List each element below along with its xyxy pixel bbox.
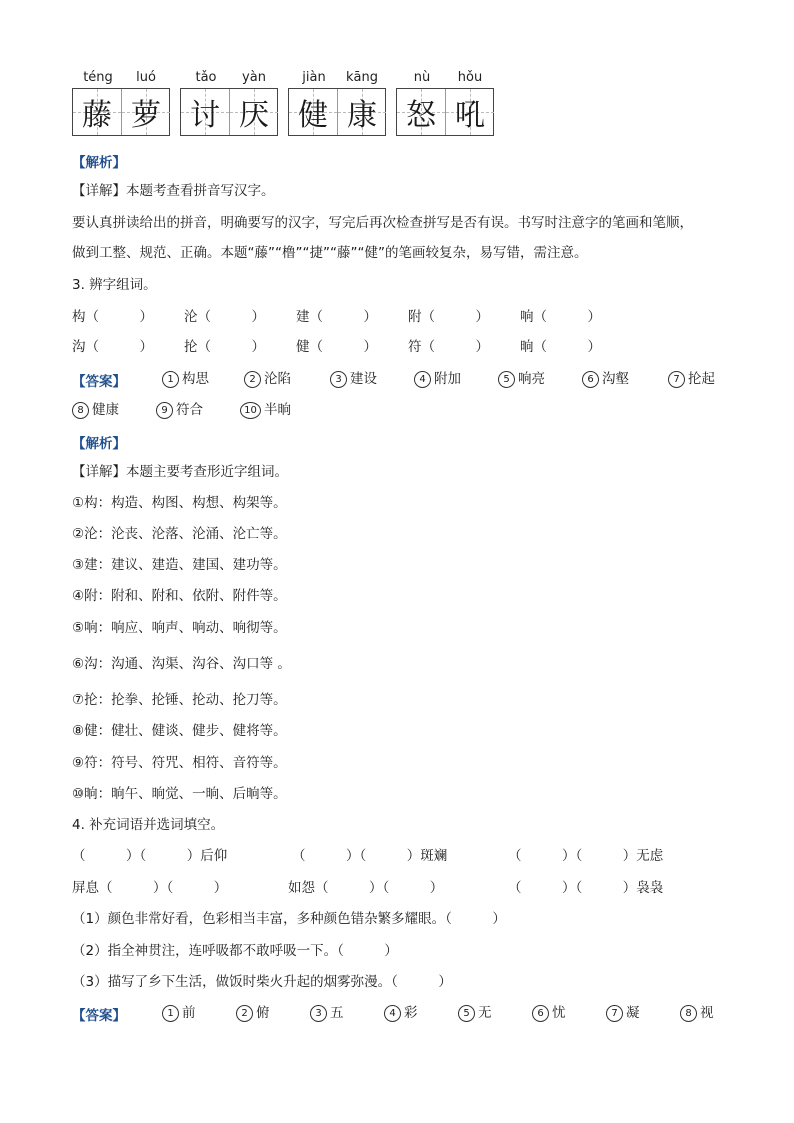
answer-item: 8 视 [680,1004,714,1022]
fill-blank: 构（ ） [72,309,153,325]
fill-blank: 沟（ ） [72,339,153,355]
detail-line: 【详解】本题主要考查形近字组词。 [72,464,288,480]
answer-item: 4 彩 [384,1004,418,1022]
hanzi-cell: 康 [337,89,386,135]
answer-item: 10 半晌 [240,401,291,419]
fill-blank: 符（ ） [408,339,489,355]
sentence-item: （2）指全神贯注，连呼吸都不敢呼吸一下。（ ） [72,943,398,959]
sentence-item: （3）描写了乡下生活，做饭时柴火升起的烟雾弥漫。（ ） [72,974,452,990]
hanzi-cell: 怒 [397,89,445,135]
pinyin-label: téng [83,70,113,85]
pinyin-label: tǎo [195,70,217,85]
hanzi-cell: 健 [289,89,337,135]
pinyin-label: luó [136,70,156,85]
question-title: 4. 补充词语并选词填空。 [72,817,225,833]
question-title: 3. 辨字组词。 [72,277,157,293]
pinyin-label: nù [413,70,431,85]
fill-blank: 沦（ ） [184,309,265,325]
tianzi-box [396,88,494,136]
answer-item: 2 俯 [236,1004,270,1022]
explanation-line: ⑨符：符号、符咒、相符、音符等。 [72,755,287,771]
explanation-line: ⑤响：响应、响声、响动、响彻等。 [72,620,287,636]
answer-item: 9 符合 [156,401,203,419]
analysis-heading: 【解析】 [72,436,126,452]
fill-blank: 健（ ） [296,339,377,355]
answer-item: 3 五 [310,1004,344,1022]
fill-blank: （ ）（ ）无虑 [508,848,664,864]
answer-item: 2 沦陷 [244,370,291,388]
paragraph: 要认真拼读给出的拼音，明确要写的汉字，写完后再次检查拼写是否有误。书写时注意字的笔画和笔顺， [72,215,693,231]
tianzi-box [72,88,170,136]
fill-blank: 如怨（ ）（ ） [288,880,444,896]
hanzi-cell: 萝 [121,89,170,135]
explanation-line: ④附：附和、附和、依附、附件等。 [72,588,287,604]
hanzi-cell: 吼 [445,89,494,135]
pinyin-label: hǒu [457,70,483,85]
answer-heading: 【答案】 [72,1008,126,1024]
explanation-line: ⑥沟：沟通、沟渠、沟谷、沟口等 。 [72,656,291,672]
answer-item: 6 沟壑 [582,370,629,388]
tianzi-box [180,88,278,136]
fill-blank: 晌（ ） [520,339,601,355]
fill-blank: （ ）（ ）后仰 [72,848,228,864]
answer-item: 6 忧 [532,1004,566,1022]
explanation-line: ②沦：沦丧、沦落、沦涌、沦亡等。 [72,526,287,542]
pinyin-label: yàn [242,70,266,85]
fill-blank: 建（ ） [296,309,377,325]
answer-item: 3 建设 [330,370,377,388]
pinyin-label: jiàn [302,70,326,85]
explanation-line: ⑦抡：抡拳、抡锤、抡动、抡刀等。 [72,692,287,708]
pinyin-label: kāng [346,70,378,85]
hanzi-cell: 厌 [229,89,278,135]
hanzi-cell: 讨 [181,89,229,135]
analysis-heading: 【解析】 [72,155,126,171]
fill-blank: 附（ ） [408,309,489,325]
fill-blank: 抡（ ） [184,339,265,355]
fill-blank: （ ）（ ）袅袅 [508,880,664,896]
explanation-line: ③建：建议、建造、建国、建功等。 [72,557,287,573]
answer-item: 8 健康 [72,401,119,419]
answer-heading: 【答案】 [72,374,126,390]
fill-blank: 屏息（ ）（ ） [72,880,228,896]
explanation-line: ⑧健：健壮、健谈、健步、健将等。 [72,723,287,739]
answer-item: 1 构思 [162,370,209,388]
explanation-line: ⑩晌：晌午、晌觉、一晌、后晌等。 [72,786,287,802]
answer-item: 7 抡起 [668,370,715,388]
fill-blank: （ ）（ ）斑斓 [292,848,448,864]
answer-item: 4 附加 [414,370,461,388]
answer-item: 5 响亮 [498,370,545,388]
fill-blank: 响（ ） [520,309,601,325]
detail-line: 【详解】本题考查看拼音写汉字。 [72,183,275,199]
answer-item: 1 前 [162,1004,196,1022]
paragraph: 做到工整、规范、正确。本题“藤”“橹”“捷”“藤”“健”的笔画较复杂，易写错，需注意。 [72,245,588,261]
tianzi-box [288,88,386,136]
hanzi-cell: 藤 [73,89,121,135]
answer-item: 5 无 [458,1004,492,1022]
sentence-item: （1）颜色非常好看，色彩相当丰富，多种颜色错杂繁多耀眼。（ ） [72,911,506,927]
explanation-line: ①构：构造、构图、构想、构架等。 [72,495,287,511]
answer-item: 7 凝 [606,1004,640,1022]
